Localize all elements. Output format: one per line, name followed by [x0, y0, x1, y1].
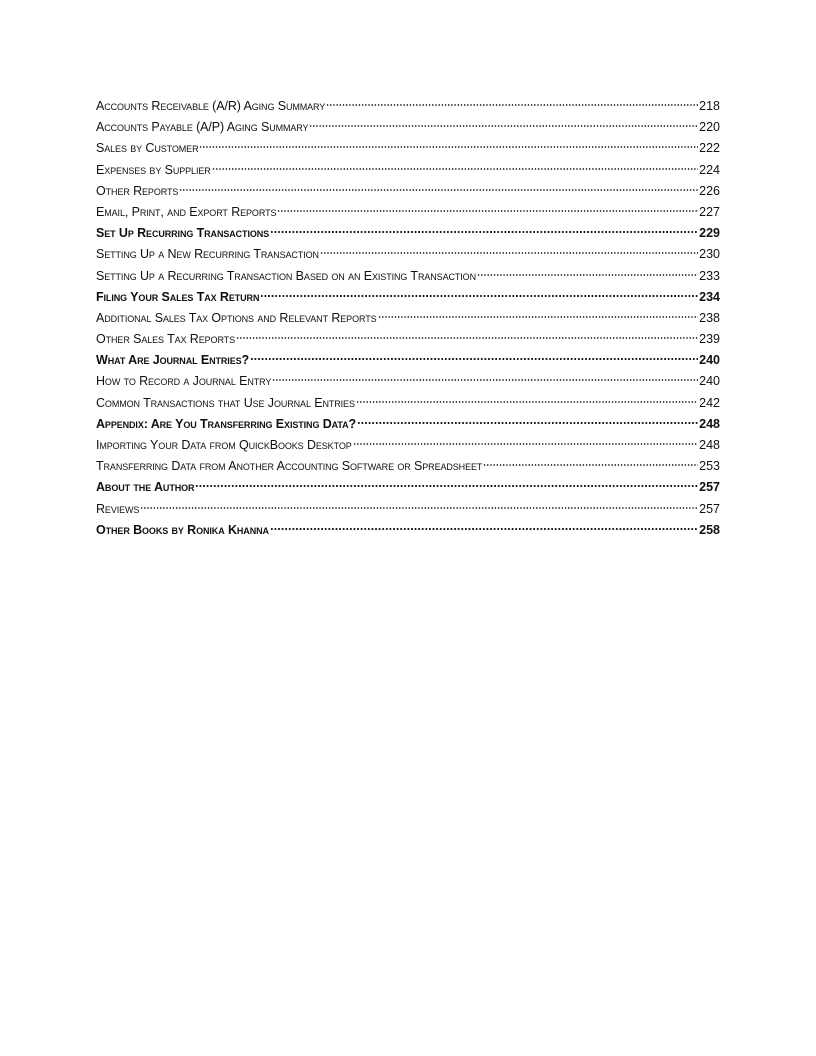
dot-leader [270, 527, 698, 531]
toc-entry-page-number[interactable]: 257 [699, 501, 720, 516]
toc-entry-page-number[interactable]: 253 [699, 459, 720, 474]
toc-entry[interactable] [96, 308, 720, 329]
dot-leader [357, 421, 698, 425]
toc-entry-title[interactable]: About the Author [96, 480, 195, 495]
toc-entry-page-number[interactable]: 248 [699, 438, 720, 452]
toc-entry[interactable] [96, 202, 720, 223]
toc-entry[interactable] [96, 477, 720, 498]
toc-entry-page-number[interactable]: 257 [699, 480, 720, 495]
toc-entry-page-number[interactable]: 222 [699, 141, 720, 156]
toc-entry[interactable] [96, 181, 720, 202]
toc-entry[interactable] [96, 371, 720, 392]
dot-leader [356, 400, 698, 404]
toc-entry-title[interactable]: Expenses by Supplier [96, 162, 211, 177]
toc-entry[interactable] [96, 456, 720, 477]
toc-entry-title[interactable]: Additional Sales Tax Options and Relevant Reports [96, 310, 377, 325]
toc-entry-page-number[interactable]: 224 [699, 162, 720, 177]
toc-entry-page-number[interactable]: 239 [699, 332, 720, 347]
toc-entry[interactable] [96, 287, 720, 308]
toc-entry-title[interactable]: Filing Your Sales Tax Return [96, 289, 260, 304]
dot-leader [353, 442, 699, 446]
dot-leader [140, 506, 698, 510]
dot-leader [277, 209, 698, 213]
toc-entry-title[interactable]: Accounts Payable (A/P) Aging Summary [96, 120, 309, 135]
toc-entry[interactable] [96, 138, 720, 159]
toc-entry-page-number[interactable]: 234 [699, 289, 720, 304]
toc-entry-title[interactable]: How to Record a Journal Entry [96, 374, 272, 389]
dot-leader [309, 124, 698, 128]
toc-entry-title[interactable]: Transferring Data from Another Accounting Software or Spreadsheet [96, 459, 483, 474]
dot-leader [326, 103, 698, 107]
toc-entry-title[interactable]: Setting Up a New Recurring Transaction [96, 247, 319, 262]
toc-entry-title[interactable]: Sales by Customer [96, 141, 199, 156]
toc-entry-title[interactable]: Email, Print, and Export Reports [96, 204, 277, 219]
toc-entry-title[interactable]: Importing Your Data from QuickBooks Desktop [96, 438, 352, 452]
dot-leader [272, 378, 698, 382]
toc-entry-title[interactable]: Other Books by Ronika Khanna [96, 522, 269, 537]
table-of-contents [96, 96, 720, 541]
toc-entry-page-number[interactable]: 258 [699, 522, 720, 537]
toc-entry-title[interactable]: Common Transactions that Use Journal Entries [96, 395, 355, 410]
toc-entry[interactable] [96, 499, 720, 520]
toc-entry[interactable] [96, 223, 720, 244]
dot-leader [483, 463, 698, 467]
toc-entry[interactable] [96, 350, 720, 371]
dot-leader [320, 251, 698, 255]
toc-entry-page-number[interactable]: 238 [699, 310, 720, 325]
toc-entry-page-number[interactable]: 226 [699, 183, 720, 198]
toc-entry-page-number[interactable]: 240 [699, 374, 720, 389]
dot-leader [199, 145, 698, 149]
toc-entry-title[interactable]: Accounts Receivable (A/R) Aging Summary [96, 99, 326, 113]
toc-entry-page-number[interactable]: 220 [699, 120, 720, 135]
dot-leader [195, 484, 698, 488]
toc-entry[interactable] [96, 414, 720, 435]
dot-leader [250, 357, 698, 361]
toc-entry-page-number[interactable]: 242 [699, 395, 720, 410]
toc-entry-page-number[interactable]: 227 [699, 204, 720, 219]
toc-entry[interactable] [96, 520, 720, 541]
toc-entry[interactable] [96, 435, 720, 456]
dot-leader [270, 230, 698, 234]
toc-entry[interactable] [96, 96, 720, 117]
toc-entry-title[interactable]: Other Sales Tax Reports [96, 332, 235, 347]
toc-entry[interactable] [96, 393, 720, 414]
toc-entry-page-number[interactable]: 229 [699, 226, 720, 241]
toc-entry[interactable] [96, 329, 720, 350]
toc-entry-title[interactable]: What Are Journal Entries? [96, 353, 250, 368]
toc-entry-title[interactable]: Appendix: Are You Transferring Existing Data? [96, 416, 357, 431]
toc-entry-title[interactable]: Setting Up a Recurring Transaction Based on an Existing Transaction [96, 268, 476, 283]
toc-entry-title[interactable]: Reviews [96, 501, 140, 516]
toc-entry-page-number[interactable]: 218 [699, 99, 720, 113]
toc-entry[interactable] [96, 117, 720, 138]
dot-leader [477, 273, 698, 277]
toc-entry-page-number[interactable]: 248 [699, 416, 720, 431]
dot-leader [236, 336, 698, 340]
dot-leader [212, 167, 698, 171]
toc-entry[interactable] [96, 160, 720, 181]
toc-entry-title[interactable]: Other Reports [96, 183, 179, 198]
toc-entry[interactable] [96, 266, 720, 287]
toc-entry-page-number[interactable]: 233 [699, 268, 720, 283]
dot-leader [378, 315, 699, 319]
toc-entry[interactable] [96, 244, 720, 265]
toc-entry-page-number[interactable]: 240 [699, 353, 720, 368]
toc-entry-page-number[interactable]: 230 [699, 247, 720, 262]
dot-leader [179, 188, 698, 192]
toc-entry-title[interactable]: Set Up Recurring Transactions [96, 226, 270, 241]
dot-leader [260, 294, 698, 298]
